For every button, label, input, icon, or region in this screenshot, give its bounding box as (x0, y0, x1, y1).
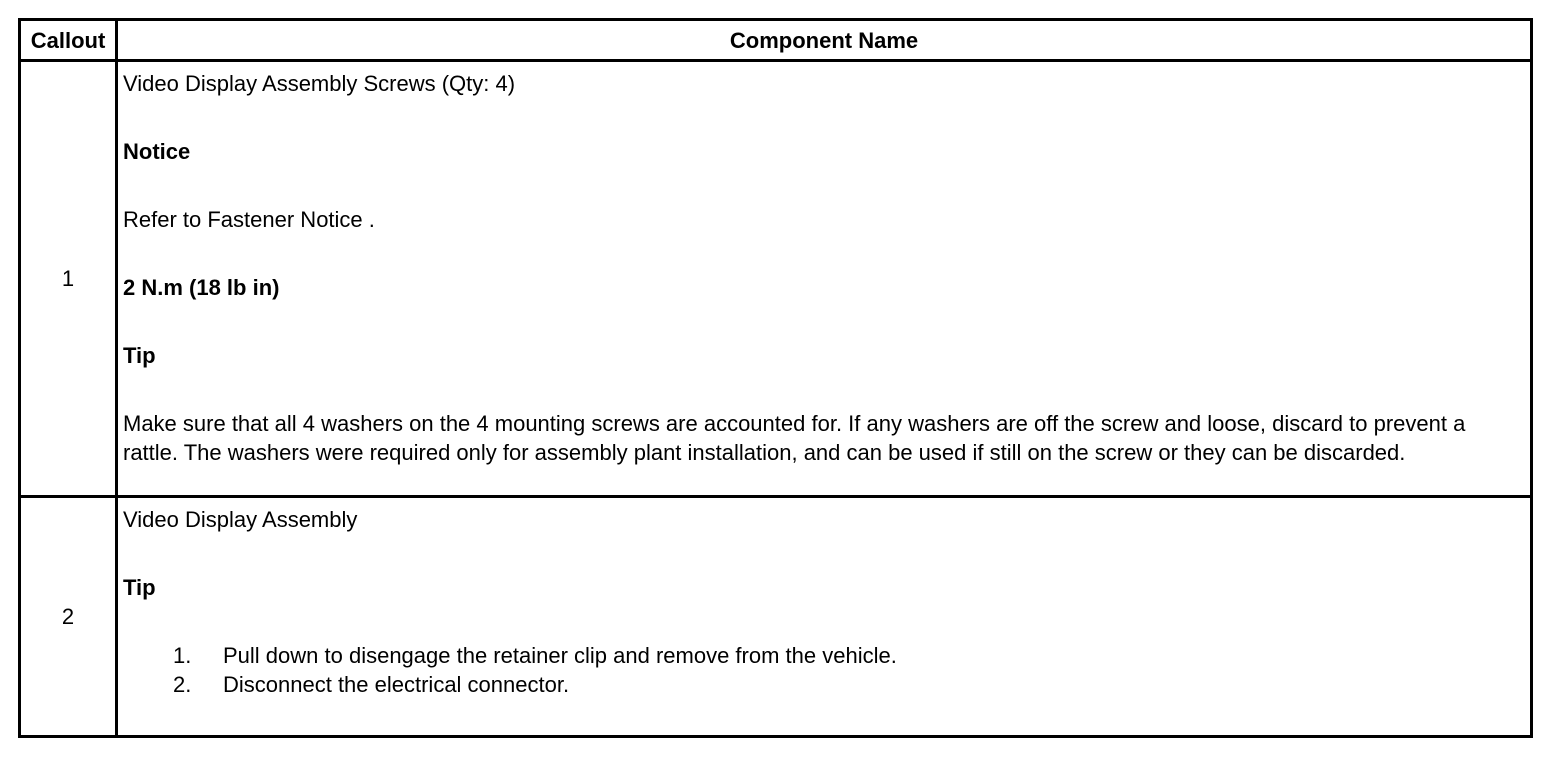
component-cell (117, 61, 1532, 497)
step-number: 2. (173, 672, 192, 697)
callout-table (18, 18, 1533, 738)
component-name-column-header: Component Name (117, 20, 1532, 61)
step-text: Disconnect the electrical connector. (223, 672, 570, 697)
steps-list (123, 641, 1518, 699)
step-number: 1. (173, 643, 192, 668)
header-row (20, 20, 1532, 61)
table-row (20, 61, 1532, 497)
tip-heading: Tip (123, 575, 156, 600)
tip-text: Make sure that all 4 washers on the 4 mounting screws are accounted for. If any washers are off the screw and loose, discard to prevent a rattle. The washers were required only for assembly plant installation, and can be used if still on the screw or they can be discarded. (123, 411, 1466, 465)
table-row (20, 497, 1532, 737)
list-item (123, 670, 1518, 699)
component-title: Video Display Assembly Screws (Qty: 4) (123, 71, 516, 96)
component-cell (117, 497, 1532, 737)
tip-heading: Tip (123, 343, 156, 368)
notice-heading: Notice (123, 139, 191, 164)
step-text: Pull down to disengage the retainer clip and remove from the vehicle. (223, 643, 897, 668)
callout-number: 2 (20, 497, 117, 737)
list-item (123, 641, 1518, 670)
component-title: Video Display Assembly (123, 507, 358, 532)
callout-column-header: Callout (20, 20, 117, 61)
torque-spec: 2 N.m (18 lb in) (123, 275, 280, 300)
notice-text: Refer to Fastener Notice . (123, 207, 375, 232)
callout-number: 1 (20, 61, 117, 497)
